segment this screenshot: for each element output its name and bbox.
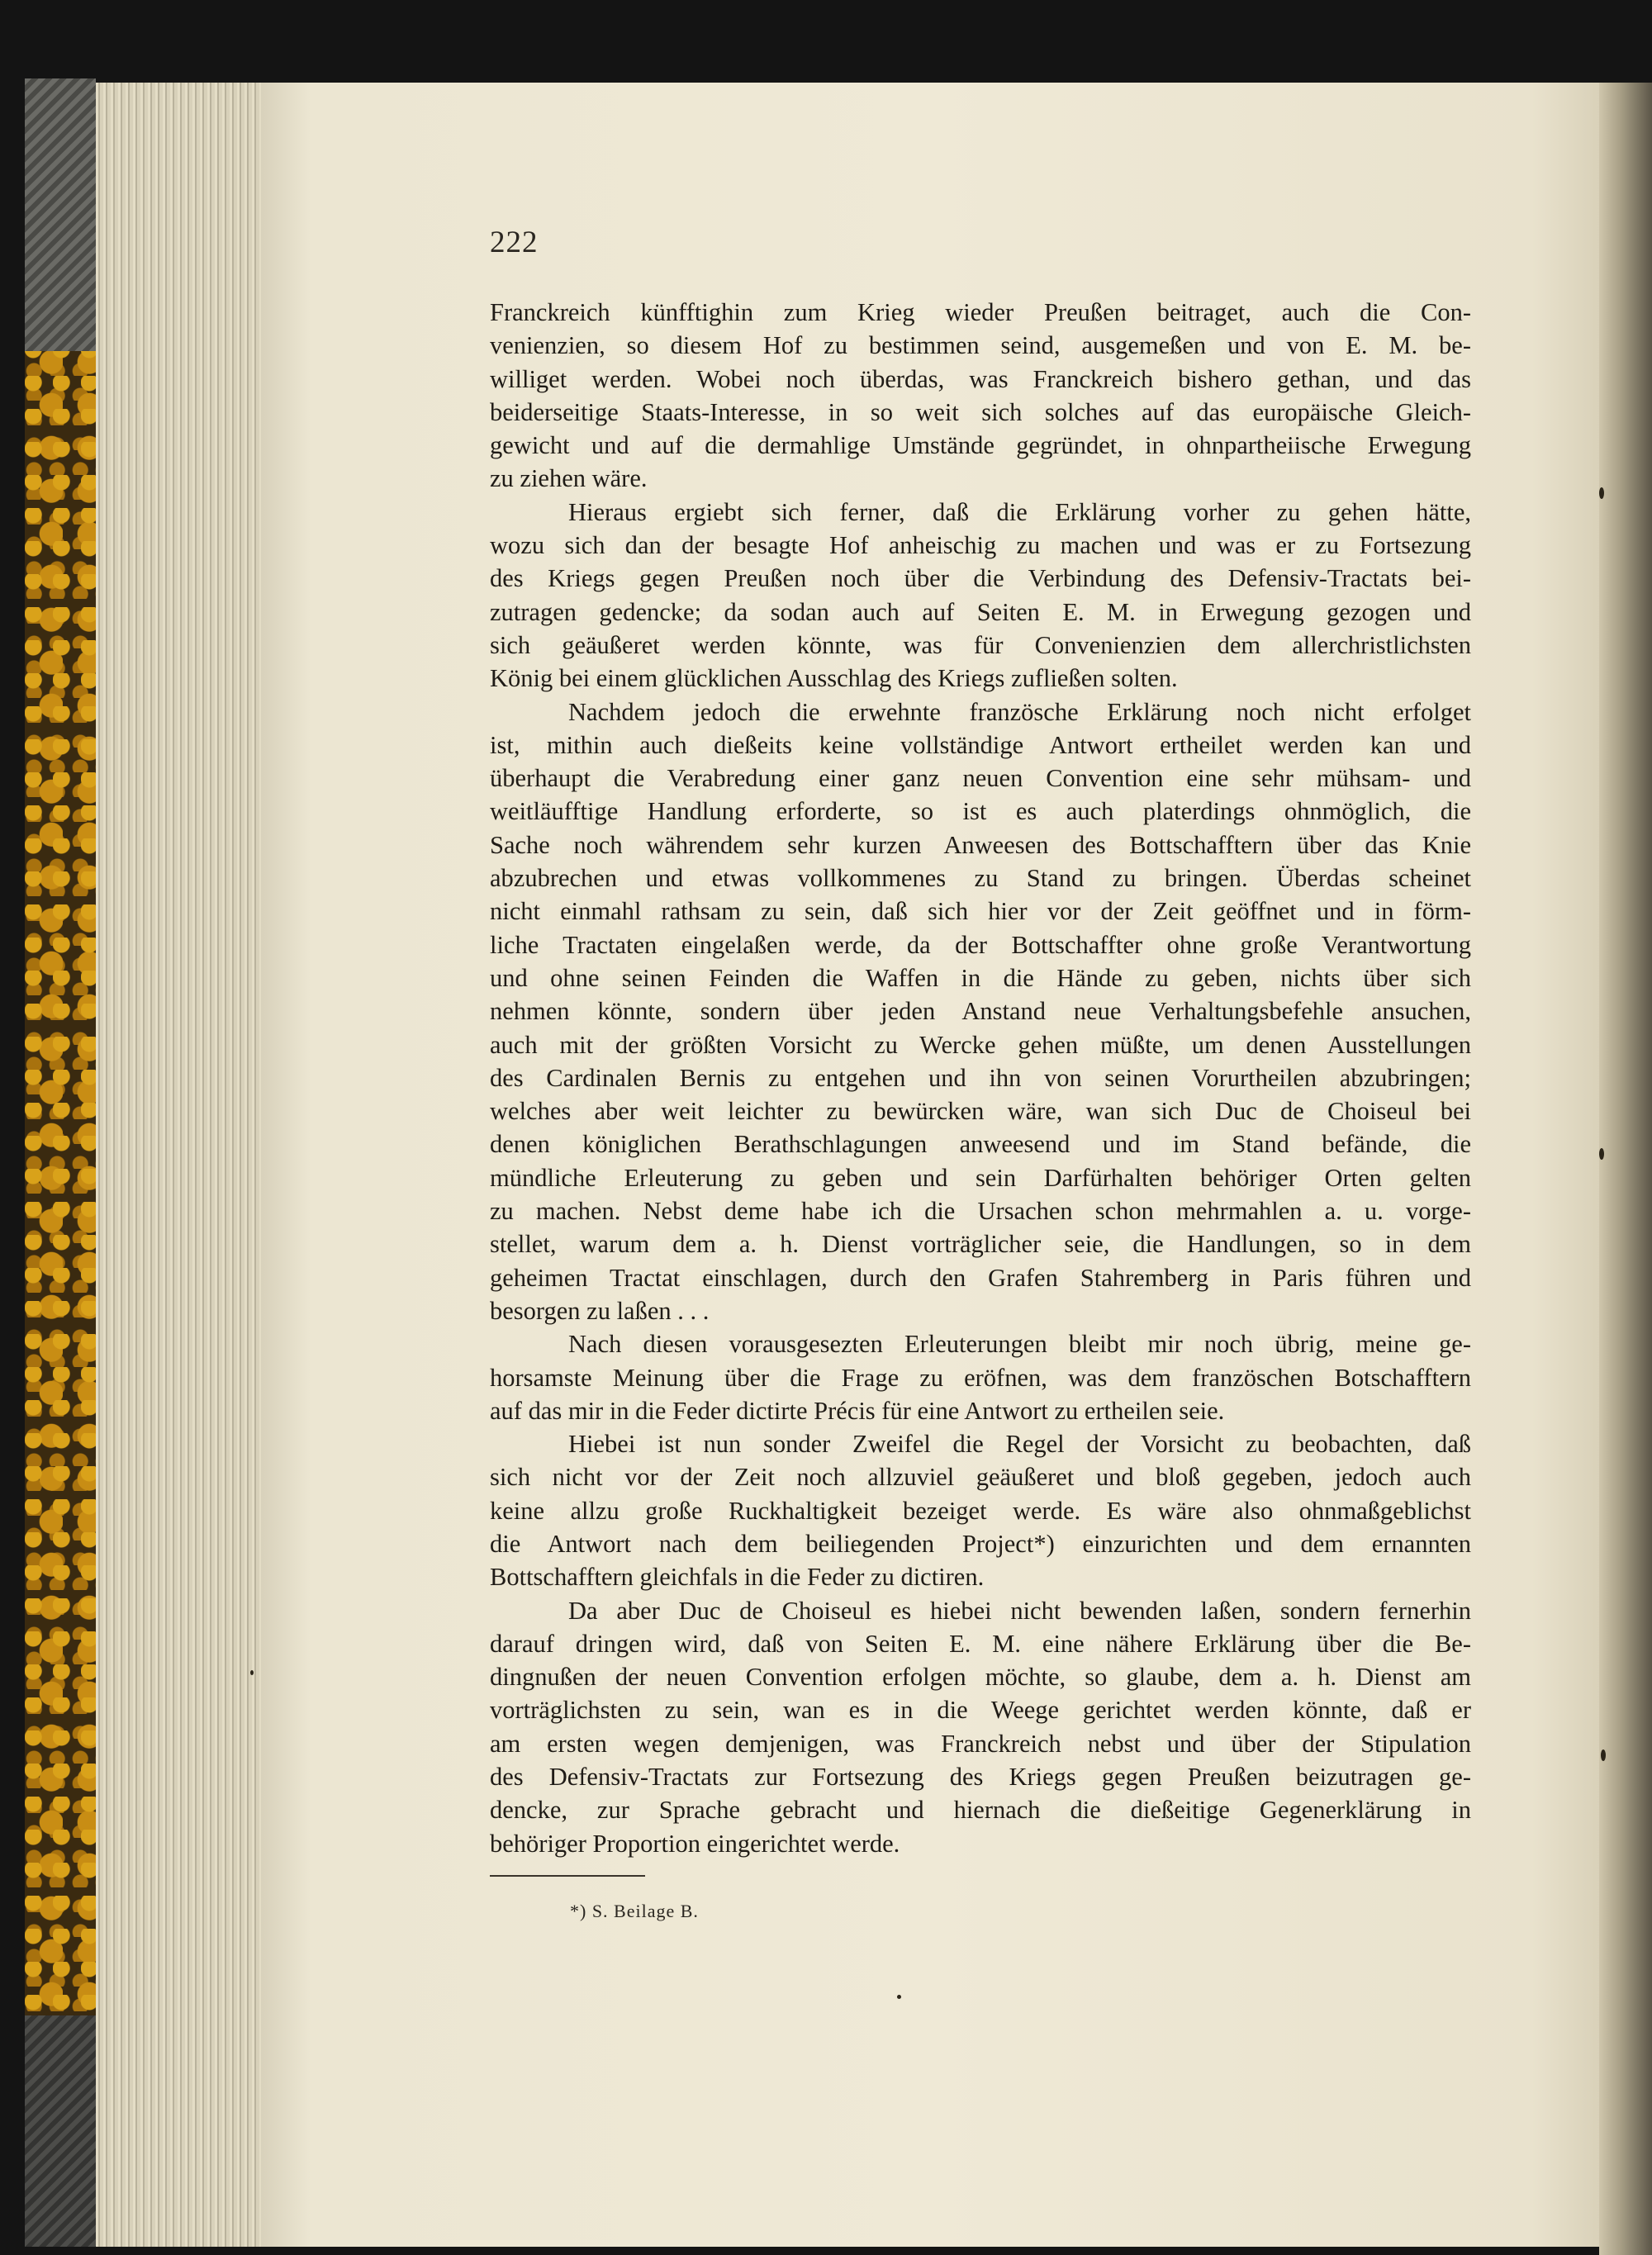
page-block-edges [96, 83, 261, 2247]
text-line: nicht einmahl rathsam zu sein, daß sich hier vor der Zeit geöffnet und in förm- [490, 897, 1471, 926]
text-line: Hieraus ergiebt sich ferner, daß die Erklärung vorher zu gehen hätte, [568, 497, 1471, 526]
text-line: darauf dringen wird, daß von Seiten E. M. eine nähere Erklärung über die Be- [490, 1629, 1471, 1658]
text-line: beiderseitige Staats-Interesse, in so weit sich solches auf das europäische Gleich- [490, 397, 1471, 426]
text-line: König bei einem glücklichen Ausschlag des Kriegs zufließen solten. [490, 664, 1178, 693]
facing-page-edge [1599, 83, 1652, 2255]
text-line: williget werden. Wobei noch überdas, was Franckreich bishero gethan, und das [490, 364, 1471, 393]
text-line: zu ziehen wäre. [490, 464, 648, 493]
text-line: Hiebei ist nun sonder Zweifel die Regel der Vorsicht zu beobachten, daß [568, 1430, 1471, 1459]
text-line: horsamste Meinung über die Frage zu eröfnen, was dem französchen Botschafftern [490, 1363, 1471, 1392]
text-line: zu machen. Nebst deme habe ich die Ursachen schon mehrmahlen a. u. vorge- [490, 1197, 1471, 1226]
text-line: Da aber Duc de Choiseul es hiebei nicht bewenden laßen, sondern fernerhin [568, 1596, 1471, 1625]
text-line: des Cardinalen Bernis zu entgehen und ihn von seinen Vorurtheilen abzubringen; [490, 1063, 1471, 1092]
text-line: welches aber weit leichter zu bewürcken wäre, wan sich Duc de Choiseul bei [490, 1097, 1471, 1126]
text-line: auch mit der größten Vorsicht zu Wercke gehen müßte, um denen Ausstellungen [490, 1030, 1471, 1059]
text-line: Nach diesen vorausgesezten Erleuterungen bleibt mir noch übrig, meine ge- [568, 1330, 1471, 1359]
text-line: am ersten wegen demjenigen, was Franckreich nebst und über der Stipulation [490, 1729, 1471, 1758]
text-line: auf das mir in die Feder dictirte Précis für eine Antwort zu ertheilen seie. [490, 1396, 1225, 1425]
text-line: besorgen zu laßen . . . [490, 1296, 710, 1325]
text-line: vorträglichsten zu sein, wan es in die Weege gerichtet werden könnte, daß er [490, 1696, 1471, 1725]
speck [1599, 487, 1604, 499]
text-line: sich geäußeret werden könnte, was für Convenienzien dem allerchristlichsten [490, 630, 1471, 659]
text-line: stellet, warum dem a. h. Dienst vorträglicher seie, die Handlungen, so in dem [490, 1230, 1471, 1259]
text-line: behöriger Proportion eingerichtet werde. [490, 1829, 900, 1858]
footnote: *) S. Beilage B. [570, 1901, 699, 1921]
body-text [490, 296, 1471, 1860]
text-line: liche Tractaten eingelaßen werde, da der Bottschaffter ohne große Verantwortung [490, 930, 1471, 959]
text-line: dencke, zur Sprache gebracht und hiernach die dießeitige Gegenerklärung in [490, 1796, 1471, 1825]
text-line: dingnußen der neuen Convention erfolgen möchte, so glaube, dem a. h. Dienst am [490, 1663, 1471, 1692]
text-line: und ohne seinen Feinden die Waffen in die Hände zu geben, nichts über sich [490, 963, 1471, 992]
speck [1599, 1148, 1604, 1160]
cover-spine-bottom [25, 2015, 96, 2247]
cover-spine-top [25, 78, 96, 351]
text-line: sich nicht vor der Zeit noch allzuviel geäußeret und bloß gegeben, jedoch auch [490, 1463, 1471, 1492]
text-line: die Antwort nach dem beiliegenden Project*) einzurichten und dem ernannten [490, 1529, 1471, 1558]
text-line: ist, mithin auch dießeits keine vollständige Antwort ertheilet werden kan und [490, 730, 1471, 759]
marbled-cover [25, 78, 96, 2243]
page-number: 222 [490, 226, 539, 259]
text-line: denen königlichen Berathschlagungen anweesend und im Stand befände, die [490, 1130, 1471, 1159]
text-line: Bottschafftern gleichfals in die Feder zu dictiren. [490, 1563, 985, 1592]
speck [897, 1995, 901, 1999]
text-line: des Defensiv-Tractats zur Fortsezung des Kriegs gegen Preußen beizutragen ge- [490, 1763, 1471, 1792]
text-line: Nachdem jedoch die erwehnte französche Erklärung noch nicht erfolget [568, 697, 1471, 726]
text-line: abzubrechen und etwas vollkommenes zu Stand zu bringen. Überdas scheinet [490, 864, 1471, 893]
text-line: nehmen könnte, sondern über jeden Anstand neue Verhaltungsbefehle ansuchen, [490, 997, 1471, 1026]
text-line: zutragen gedencke; da sodan auch auf Seiten E. M. in Erwegung gezogen und [490, 597, 1471, 626]
text-line: geheimen Tractat einschlagen, durch den Grafen Stahremberg in Paris führen und [490, 1263, 1471, 1292]
text-line: mündliche Erleuterung zu geben und sein Darfürhalten behöriger Orten gelten [490, 1163, 1471, 1192]
text-line: gewicht und auf die dermahlige Umstände gegründet, in ohnpartheiische Erwegung [490, 431, 1471, 460]
text-line: Sache noch währendem sehr kurzen Anweesen des Bottschafftern über das Knie [490, 830, 1471, 859]
footnote-rule [490, 1875, 645, 1877]
text-line: des Kriegs gegen Preußen noch über die Verbindung des Defensiv-Tractats bei- [490, 564, 1471, 593]
text-line: venienzien, so diesem Hof zu bestimmen seind, ausgemeßen und von E. M. be- [490, 331, 1471, 360]
speck [1601, 1749, 1606, 1761]
text-line: keine allzu große Ruckhaltigkeit bezeiget werde. Es wäre also ohnmaßgeblichst [490, 1496, 1471, 1525]
text-line: wozu sich dan der besagte Hof anheischig zu machen und was er zu Fortsezung [490, 531, 1471, 560]
text-line: überhaupt die Verabredung einer ganz neuen Convention eine sehr mühsam- und [490, 764, 1471, 793]
text-line: weitläufftige Handlung erforderte, so ist es auch platerdings ohnmöglich, die [490, 797, 1471, 826]
text-line: Franckreich künfftighin zum Krieg wieder Preußen beitraget, auch die Con- [490, 298, 1471, 326]
speck [250, 1670, 254, 1675]
